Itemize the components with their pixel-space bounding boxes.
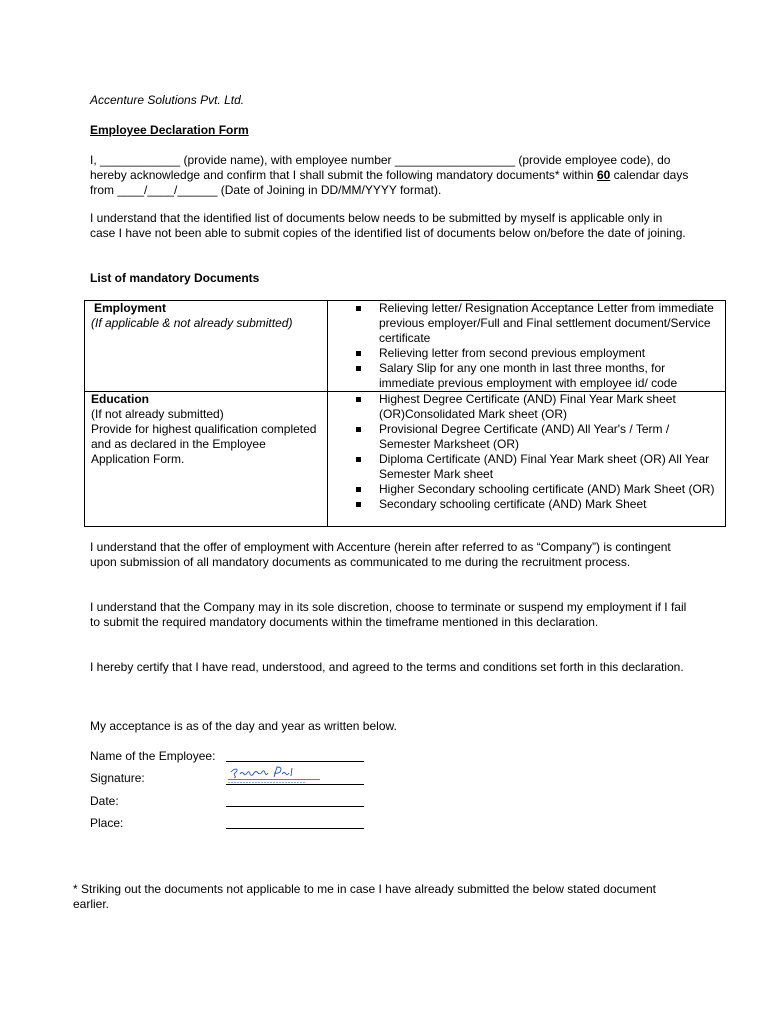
para1-text-a: (provide name), with employee number: [180, 153, 395, 167]
list-item: Highest Degree Certificate (AND) Final Year Mark sheet (OR)Consolidated Mark sheet (OR): [356, 392, 719, 422]
employee-number-blank[interactable]: __________________: [394, 153, 516, 167]
documents-table: [84, 300, 726, 527]
days-count: 60: [596, 168, 611, 182]
employment-list: [328, 301, 719, 391]
education-heading: Education: [91, 392, 150, 406]
employment-heading: Employment: [94, 301, 167, 315]
declaration-paragraph: [90, 153, 690, 198]
signature-label: Signature:: [90, 771, 145, 785]
list-item: Provisional Degree Certificate (AND) All Year's / Term / Semester Marksheet (OR): [356, 422, 719, 452]
para1-text-b: (provide employee code), do hereby acknowledge and confirm that I shall submit the following mandatory documents* within: [90, 153, 671, 182]
list-item: Relieving letter from second previous employment: [356, 346, 719, 361]
name-blank[interactable]: ____________: [100, 153, 181, 167]
date-label: Date:: [90, 794, 119, 808]
place-field[interactable]: [226, 828, 364, 829]
applicability-paragraph: I understand that the identified list of documents below needs to be submitted by myself is applicable only in case I have not been able to submit copies of the identified list of documents below on/before the date of joining.: [90, 211, 686, 240]
list-item: Salary Slip for any one month in last three months, for immediate previous employment with employee id/ code: [356, 361, 719, 391]
education-cell: [85, 392, 328, 527]
list-title: List of mandatory Documents: [90, 271, 260, 285]
form-title: Employee Declaration Form: [90, 123, 249, 137]
table-row: [85, 301, 726, 392]
offer-paragraph: I understand that the offer of employment with Accenture (herein after referred to as “Company”) is contingent upon submission of all mandatory documents as communicated to me during the recruitment process.: [90, 540, 671, 569]
list-item: Secondary schooling certificate (AND) Mark Sheet: [356, 497, 719, 512]
list-item: Diploma Certificate (AND) Final Year Mark sheet (OR) All Year Semester Mark sheet: [356, 452, 719, 482]
list-item: Higher Secondary schooling certificate (AND) Mark Sheet (OR): [356, 482, 719, 497]
employee-name-field[interactable]: [226, 761, 364, 762]
para1-text-c: calendar days from ____/____/______ (Date of Joining in DD/MM/YYYY format).: [90, 168, 689, 197]
table-row: [85, 392, 726, 527]
education-note: (If not already submitted): [91, 407, 224, 421]
para1-prefix: I,: [90, 153, 101, 167]
place-label: Place:: [90, 816, 124, 830]
footnote: * Striking out the documents not applicable to me in case I have already submitted the below stated document earlier.: [73, 882, 657, 911]
employment-items-cell: [328, 301, 726, 392]
employee-name-label: Name of the Employee:: [90, 749, 216, 763]
certification-paragraph: I hereby certify that I have read, understood, and agreed to the terms and conditions set forth in this declaration.: [90, 660, 684, 674]
education-items-cell: [328, 392, 726, 527]
employment-cell: [85, 301, 328, 392]
employment-note: (If applicable & not already submitted): [91, 316, 293, 330]
company-name: Accenture Solutions Pvt. Ltd.: [90, 93, 245, 107]
handwritten-signature: [226, 765, 322, 785]
education-list: [328, 392, 719, 512]
termination-paragraph: I understand that the Company may in its sole discretion, choose to terminate or suspend my employment if I fail to submit the required mandatory documents within the timeframe mentioned in this declaration.: [90, 600, 687, 629]
acceptance-paragraph: My acceptance is as of the day and year as written below.: [90, 719, 397, 733]
list-item: Relieving letter/ Resignation Acceptance Letter from immediate previous employer/Full and Final settlement document/Service certificate: [356, 301, 719, 346]
education-instruction: Provide for highest qualification completed and as declared in the Employee Application Form.: [91, 422, 317, 466]
date-field[interactable]: [226, 806, 364, 807]
